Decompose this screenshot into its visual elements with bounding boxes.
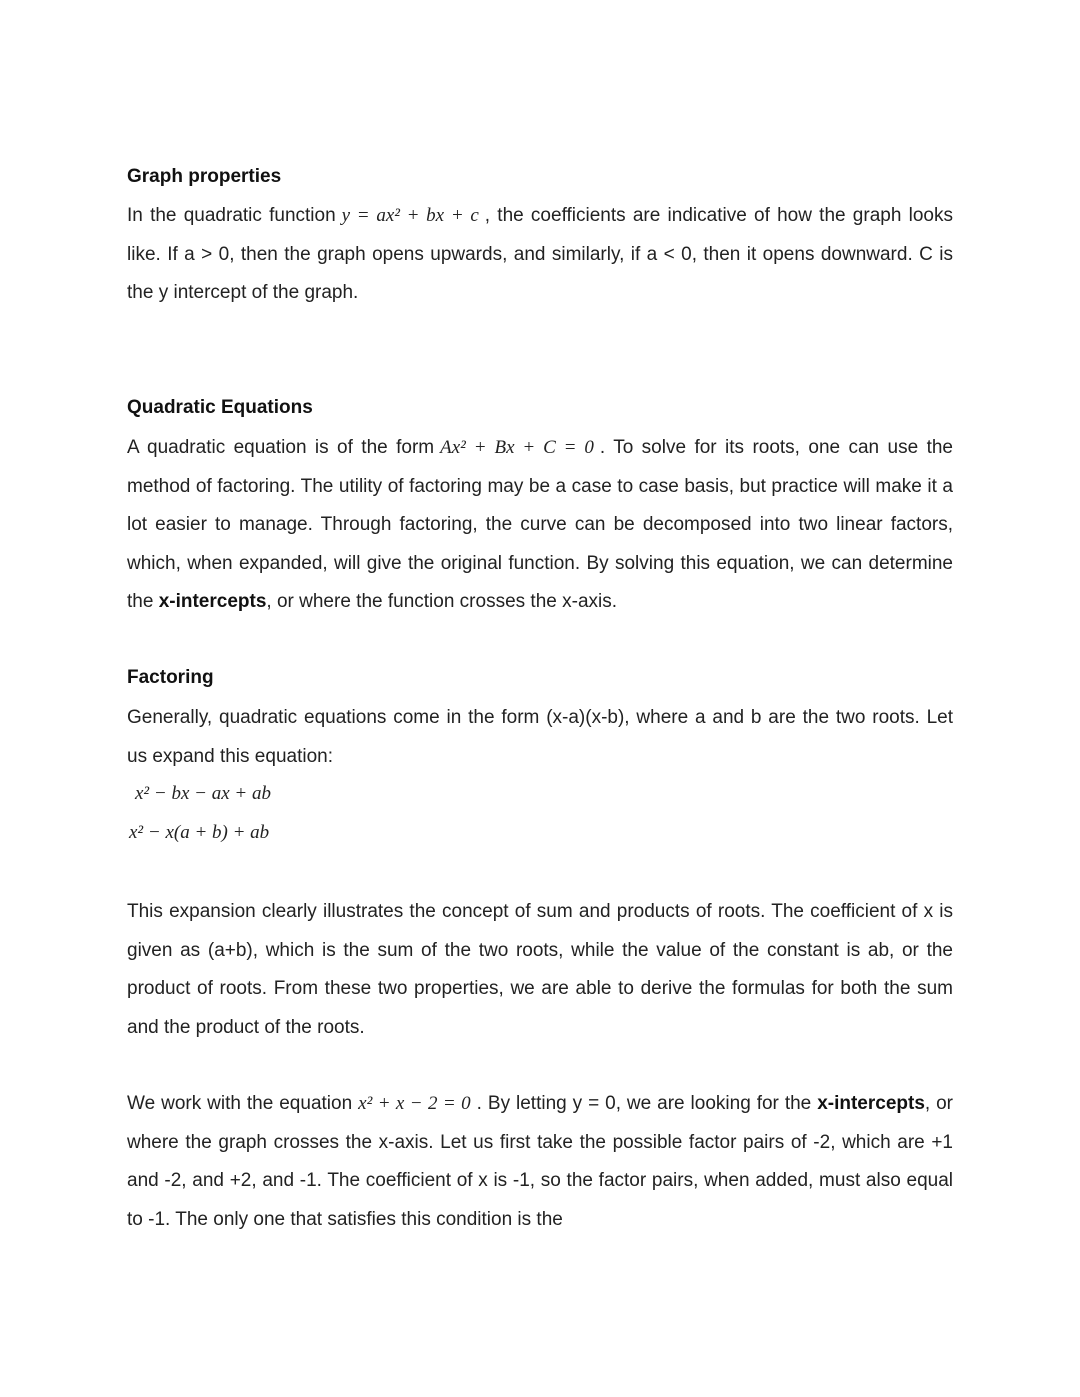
paragraph-factoring: Generally, quadratic equations come in the form (x-a)(x-b), where a and b are the two roots. Let us expand this equation: [127, 707, 953, 767]
paragraph-graph-properties [127, 197, 953, 313]
keyword-x-intercepts: x-intercepts [158, 591, 267, 612]
text-segment: . To solve for its roots, one can use the method of factoring. The utility of factoring may be a case to case basis, but practice will make it a lot easier to manage. Through factoring, the curve can be decomposed into two linear factors, which, when expanded, will give the original function. By solving this equation, we can determine the [127, 437, 953, 612]
text-segment: , or where the graph crosses the x-axis. Let us first take the possible factor pairs of -2, which are +1 and -2, and +2, and -1. The coefficient of x is -1, so the factor pairs, when added, must also equal to -1. The only one that satisfies this condition is the [127, 1093, 954, 1230]
heading-quadratic-equations: Quadratic Equations [127, 397, 313, 418]
formula-example-equation: x² + x − 2 = 0 [358, 1093, 471, 1114]
text-segment: , the coefficients are indicative of how the graph looks like. If a > 0, then the graph opens upwards, and similarly, if a < 0, then it opens downward. C is the y intercept of the graph. [127, 205, 953, 303]
paragraph-example [127, 1085, 953, 1239]
formula-quadratic-equation: Ax² + Bx + C = 0 [440, 437, 594, 458]
text-segment: In the quadratic function [127, 205, 336, 226]
text-segment: , or where the function crosses the x-axis. [266, 591, 618, 612]
equation-expanded-2: x² − x(a + b) + ab [129, 822, 270, 843]
keyword-x-intercepts: x-intercepts [817, 1093, 925, 1114]
heading-graph-properties: Graph properties [127, 166, 282, 187]
text-segment: We work with the equation [127, 1093, 353, 1114]
paragraph-quadratic-equations [127, 429, 953, 622]
formula-quadratic-function: y = ax² + bx + c [341, 205, 479, 226]
text-segment: . By letting y = 0, we are looking for the [476, 1093, 812, 1114]
text-segment: A quadratic equation is of the form [127, 437, 435, 458]
equation-expanded-1: x² − bx − ax + ab [135, 783, 271, 804]
heading-factoring: Factoring [127, 667, 214, 688]
paragraph-sum-product: This expansion clearly illustrates the concept of sum and products of roots. The coefficient of x is given as (a+b), which is the sum of the two roots, while the value of the constant is ab, or the product of roots. From these two properties, we are able to derive the formulas for both the sum and the product of the roots. [127, 901, 953, 1038]
